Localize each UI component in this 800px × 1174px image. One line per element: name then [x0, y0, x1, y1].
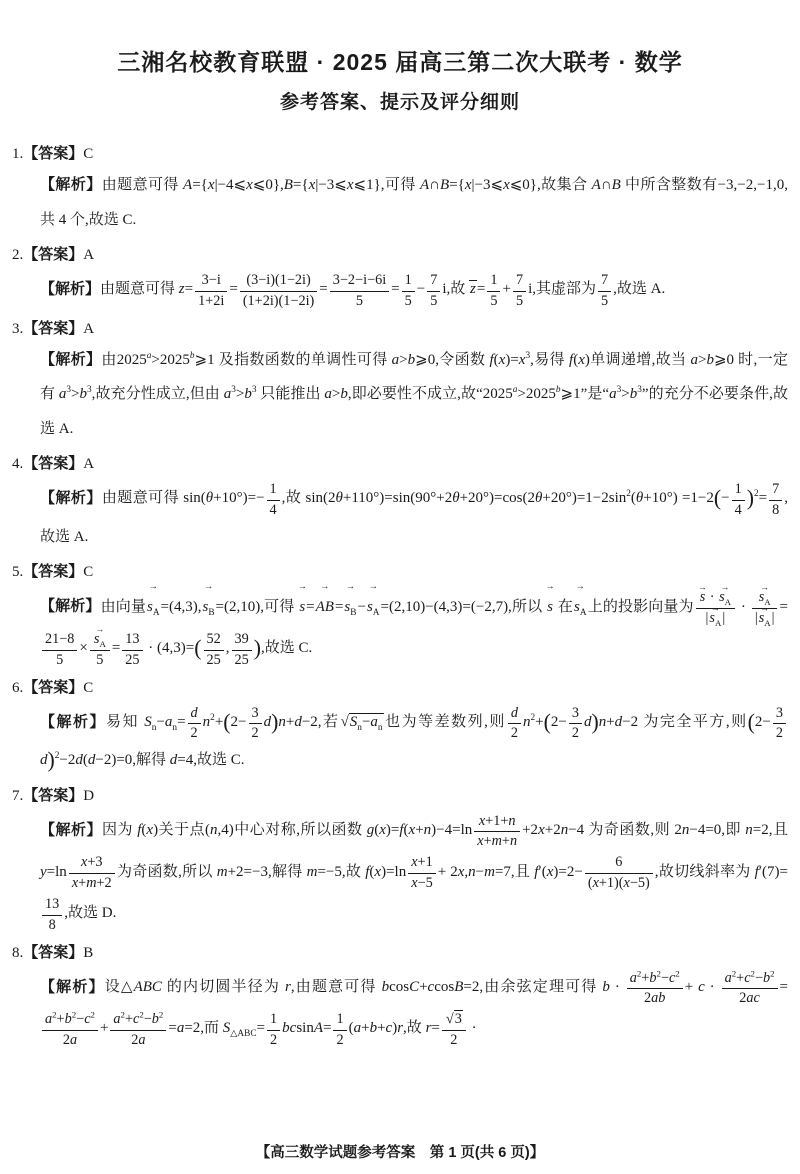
analysis-label: 【解析】: [40, 977, 105, 995]
question-number: 3.: [12, 320, 24, 337]
answer-label: 【答案】: [23, 246, 84, 263]
analysis-content: 易知 $S_n-a_n=$ $\frac{d}{2}$ $n^2+(2-$ $\frac{3}{2}$ d)n+d−2,若$√S_n-a_n$也为等差数列,则 $\frac{d}{2}$ $n^2+(2-$ $\frac{3}{2}$ d)n+d−2 为完全平方,则(2− $\frac{3}{2}$ d)$^2$−2d(d−2)=0,解得 d=4,故选 C.: [40, 714, 788, 768]
analysis-content: 由$2025^a>2025^b⩾1$ 及指数函数的单调性可得 a>b⩾0,令函数 $f(x)=x^3$,易得 f(x)单调递增,故当 a>b⩾0 时,一定有 $a^3>b^3$,故充分性成立,但由 $a^3>b^3$ 只能推出 a>b,即必要性不成立,故“$2025^a>2025^b⩾1$”是“$a^3>b^3$”的充分不必要条件,故选 A.: [40, 350, 788, 437]
analysis-label: 【解析】: [40, 176, 102, 193]
analysis-label: 【解析】: [40, 597, 101, 615]
question-block: [12, 939, 788, 1050]
analysis-label: 【解析】: [40, 350, 102, 368]
analysis-paragraph: [40, 269, 788, 311]
answer-line: [12, 315, 788, 343]
answer-choice: B: [83, 944, 94, 961]
answer-line: [12, 450, 788, 478]
analysis-paragraph: [40, 586, 788, 669]
analysis-label: 【解析】: [40, 280, 101, 298]
question-number: 7.: [12, 787, 24, 804]
answer-choice: A: [83, 320, 95, 337]
page-subtitle: 参考答案、提示及评分细则: [279, 92, 520, 113]
analysis-paragraph: [40, 702, 788, 778]
question-block: [12, 140, 788, 237]
analysis-paragraph: [40, 810, 788, 935]
analysis-content: 由题意可得 z= $\frac{3-i}{1+2i}$ = $\frac{(3-i)(1-2i)}{(1+2i)(1-2i)}$ = $\frac{3-2-i-6i}{5}$ = $\frac{1}{5}$ − $\frac{7}{5}$ i,故 z= $\frac{1}{5}$ + $\frac{7}{5}$ i,其虚部为 $\frac{7}{5}$ ,故选 A.: [100, 281, 665, 297]
analysis-content: 由题意可得 A={x|−4⩽x⩽0},B={x|−3⩽x⩽1},可得 A∩B={x|−3⩽x⩽0},故集合 A∩B 中所含整数有−3,−2,−1,0,共 4 个,故选 C.: [40, 177, 788, 228]
analysis-paragraph: [40, 343, 788, 447]
answer-choice: C: [83, 564, 94, 581]
answer-label: 【答案】: [23, 145, 84, 162]
answer-choice: C: [83, 679, 94, 696]
questions-list: [12, 140, 788, 1050]
analysis-label: 【解析】: [40, 489, 102, 507]
analysis-paragraph: [40, 168, 788, 237]
answer-line: [12, 674, 788, 702]
analysis-label: 【解析】: [40, 712, 107, 730]
answer-choice: A: [83, 456, 95, 473]
answer-label: 【答案】: [23, 678, 84, 696]
answer-choice: A: [83, 247, 95, 263]
answer-choice: C: [83, 146, 94, 162]
answer-line: [12, 558, 788, 586]
answer-line: [12, 939, 788, 967]
answer-label: 【答案】: [23, 786, 84, 804]
question-number: 6.: [12, 679, 24, 696]
analysis-paragraph: [40, 967, 788, 1050]
answer-label: 【答案】: [23, 319, 84, 337]
question-block: [12, 782, 788, 935]
analysis-content: 设△ABC 的内切圆半径为 r,由题意可得 bcosC+ccosB=2,由余弦定理可得 b · $\frac{a^2+b^2-c^2}{2ab}$ + c · $\frac{a^2+c^2-b^2}{2ac}$ = $\frac{a^2+b^2-c^2}{2a}$ + $\frac{a^2+c^2-b^2}{2a}$ =a=2,而 $S_{\triangle ABC}=$ $\frac{1}{2}$ bcsinA= $\frac{1}{2}$ (a+b+c)r,故 r= $\frac{√3}{2}$ ·: [40, 979, 788, 1037]
analysis-content: 因为 f(x)关于点(n,4)中心对称,所以函数 g(x)=f(x+n)−4=ln $\frac{x+1+n}{x+m+n}$ +2x+2n−4 为奇函数,则 2n−4=0,即 n=2,且 y=ln $\frac{x+3}{x+m+2}$ 为奇函数,所以 m+2=−3,解得 m=−5,故 f(x)=ln $\frac{x+1}{x-5}$ + 2x,n−m=7,且 f′(x)=2− $\frac{6}{(x+1)(x-5)}$ ,故切线斜率为 f′(7)= $\frac{13}{8}$ ,故选 D.: [40, 822, 788, 921]
answer-line: [12, 782, 788, 810]
question-number: 5.: [12, 564, 24, 581]
question-number: 1.: [12, 146, 24, 162]
analysis-content: 由题意可得 sin(θ+10°)=− $\frac{1}{4}$ ,故 $\sin(2\theta+110^\circ)=\sin(90^\circ+2\theta+20^\circ)=\cos(2\theta+20^\circ)=1-2\sin^2(\theta+10^\circ) =1-2(-$ $\frac{1}{4}$ )$^2$= $\frac{7}{8}$ ,故选 A.: [40, 490, 788, 544]
question-number: 8.: [12, 944, 24, 961]
question-number: 2.: [12, 247, 24, 263]
answer-line: [12, 140, 788, 168]
question-block: [12, 450, 788, 554]
answer-choice: D: [83, 787, 95, 804]
question-block: [12, 241, 788, 311]
analysis-content: 由向量→ $s_A=(4,3),\to s_B=(2,10)$,可得 → $s=\to AB=\to s_B-\to s_A=(2,10)-(4,3)=(-2,7)$,所以 → s 在→ $s_A$上的投影向量为 → $\frac{s \cdot \to s_A}{|\to s_A|}$ · → $\frac{s_A}{|\to s_A|}$ = $\frac{21-8}{5}$ × → $\frac{s_A}{5}$ = $\frac{13}{25}$ · (4,3)=( $\frac{52}{25}$ , $\frac{39}{25}$ ),故选 C.: [40, 599, 788, 657]
answer-label: 【答案】: [23, 563, 84, 581]
answer-label: 【答案】: [23, 943, 84, 961]
question-block: [12, 558, 788, 669]
analysis-label: 【解析】: [40, 820, 102, 838]
page-title: 三湘名校教育联盟 · 2025 届高三第二次大联考 · 数学: [117, 49, 683, 75]
answer-label: 【答案】: [23, 455, 84, 473]
page-footer: 【高三数学试题参考答案 第 1 页(共 6 页)】: [255, 1145, 545, 1161]
question-block: [12, 674, 788, 778]
question-number: 4.: [12, 456, 24, 473]
answer-line: [12, 241, 788, 269]
question-block: [12, 315, 788, 447]
analysis-paragraph: [40, 478, 788, 554]
